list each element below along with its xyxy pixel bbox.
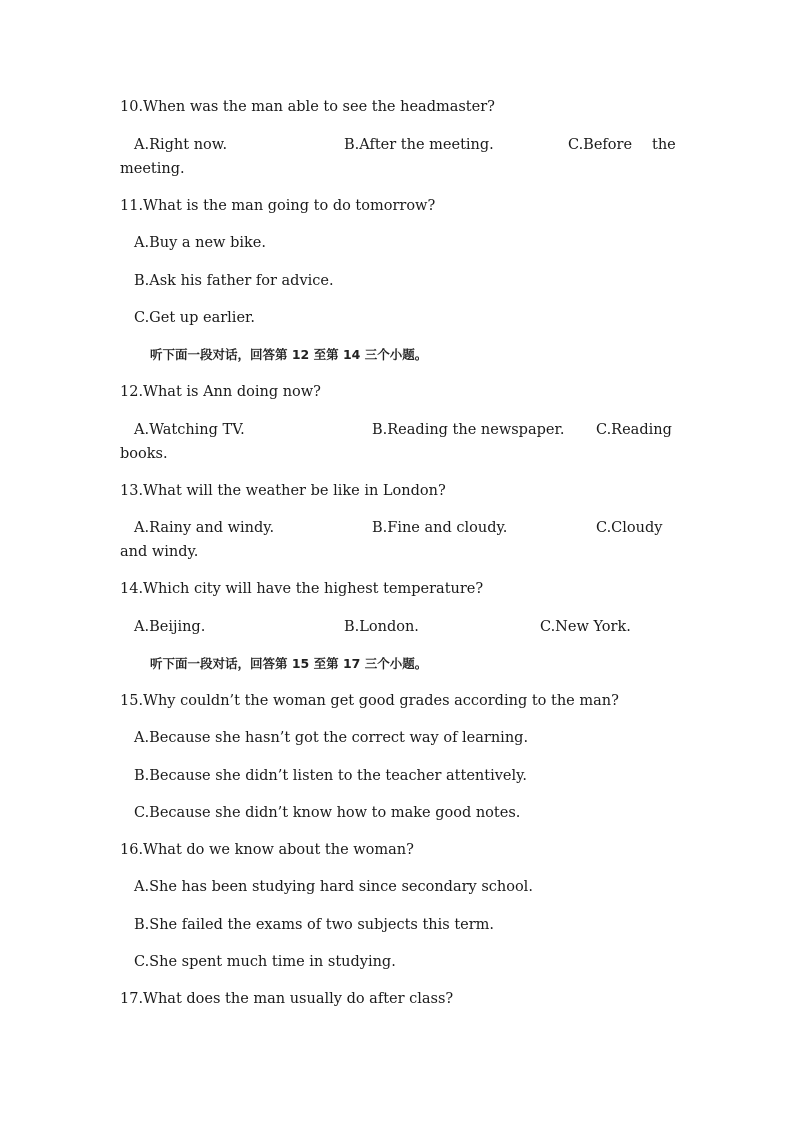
question-12-option-c: C.Reading (596, 422, 672, 438)
question-10-option-c-continued: meeting. (120, 161, 185, 177)
question-14-option-b: B.London. (344, 619, 419, 635)
question-12-stem: 12.What is Ann doing now? (120, 384, 321, 400)
question-14-stem: 14.Which city will have the highest temperature? (120, 581, 484, 597)
question-13-option-b: B.Fine and cloudy. (372, 520, 508, 536)
question-16-stem: 16.What do we know about the woman? (120, 842, 414, 858)
question-16-option-c: C.She spent much time in studying. (134, 954, 396, 970)
question-12-option-c-continued: books. (120, 446, 168, 462)
question-17-stem: 17.What does the man usually do after class? (120, 991, 454, 1007)
question-11-stem: 11.What is the man going to do tomorrow? (120, 198, 436, 214)
question-10-option-c-word: the (652, 137, 676, 153)
question-13-option-a: A.Rainy and windy. (134, 520, 275, 536)
question-12-option-b: B.Reading the newspaper. (372, 422, 565, 438)
question-10-option-b: B.After the meeting. (344, 137, 494, 153)
question-15-stem: 15.Why couldn’t the woman get good grades according to the man? (120, 693, 619, 709)
question-15-option-b: B.Because she didn’t listen to the teacher attentively. (134, 768, 527, 784)
question-14-option-a: A.Beijing. (134, 619, 206, 635)
question-13-option-c: C.Cloudy (596, 520, 663, 536)
question-13-stem: 13.What will the weather be like in London? (120, 483, 446, 499)
question-11-option-c: C.Get up earlier. (134, 310, 255, 326)
question-14-option-c: C.New York. (540, 619, 631, 635)
question-16-option-a: A.She has been studying hard since secondary school. (134, 879, 533, 895)
question-16-option-b: B.She failed the exams of two subjects this term. (134, 917, 495, 933)
question-15-option-c: C.Because she didn’t know how to make good notes. (134, 805, 521, 821)
question-10-option-c: C.Before (568, 137, 633, 153)
question-10-option-a: A.Right now. (134, 137, 228, 153)
question-15-option-a: A.Because she hasn’t got the correct way of learning. (134, 730, 529, 746)
question-11-option-b: B.Ask his father for advice. (134, 273, 334, 289)
section-instruction-1: 听下面一段对话，回答第 12 至第 14 三个小题。 (150, 347, 428, 362)
question-11-option-a: A.Buy a new bike. (134, 235, 266, 251)
question-13-option-c-continued: and windy. (120, 544, 199, 560)
question-12-option-a: A.Watching TV. (134, 422, 245, 438)
section-instruction-2: 听下面一段对话，回答第 15 至第 17 三个小题。 (150, 656, 428, 671)
question-10-stem: 10.When was the man able to see the headmaster? (120, 99, 495, 115)
